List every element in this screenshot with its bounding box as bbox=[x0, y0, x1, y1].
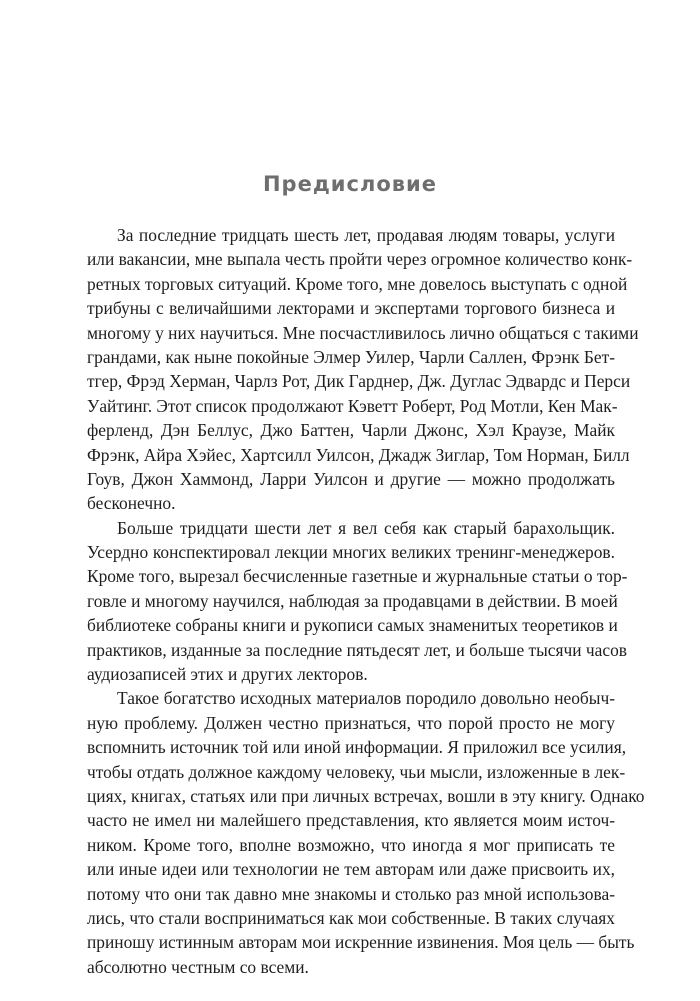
paragraph-3 bbox=[87, 686, 645, 979]
text-line: Кроме того, вырезал бесчисленные газетные и журнальные статьи о тор- bbox=[87, 566, 628, 587]
text-line: или иные идеи или технологии не тем авторам или даже присвоить их, bbox=[87, 859, 615, 880]
text-line: абсолютно честным со всеми. bbox=[87, 956, 309, 977]
text-line: циях, книгах, статьях или при личных встречах, вошли в эту книгу. Однако bbox=[87, 785, 645, 806]
body-text bbox=[87, 223, 645, 979]
text-line: часто не имел ни малейшего представления, кто является моим источ- bbox=[87, 810, 615, 831]
text-line: трибуны с величайшими лекторами и экспертами торгового бизнеса и bbox=[87, 298, 615, 319]
text-line: ником. Кроме того, вполне возможно, что иногда я мог приписать те bbox=[87, 834, 615, 855]
text-line: тгер, Фрэд Херман, Чарлз Рот, Дик Гарднер, Дж. Дуглас Эдвардс и Перси bbox=[87, 371, 631, 392]
text-line: За последние тридцать шесть лет, продавая людям товары, услуги bbox=[117, 225, 615, 245]
text-line: аудиозаписей этих и других лекторов. bbox=[87, 664, 368, 685]
text-line: многому у них научиться. Мне посчастливилось лично общаться с такими bbox=[87, 322, 639, 343]
paragraph-1 bbox=[87, 223, 639, 516]
text-line: чтобы отдать должное каждому человеку, чьи мысли, изложенные в лек- bbox=[87, 761, 626, 782]
text-line: ную проблему. Должен честно признаться, что порой просто не могу bbox=[87, 712, 615, 733]
text-line: библиотеке собраны книги и рукописи самых знаменитых теоретиков и bbox=[87, 615, 618, 636]
text-line: говле и многому научился, наблюдая за продавцами в действии. В моей bbox=[87, 590, 618, 611]
text-line: ретных торговых ситуаций. Кроме того, мне довелось выступать с одной bbox=[87, 273, 628, 294]
text-line: практиков, изданные за последние пятьдесят лет, и больше тысячи часов bbox=[87, 639, 628, 660]
text-line: Больше тридцати шести лет я вел себя как старый барахольщик. bbox=[117, 517, 615, 538]
text-line: Усердно конспектировал лекции многих великих тренинг-менеджеров. bbox=[87, 542, 615, 563]
paragraph-2 bbox=[87, 516, 628, 687]
text-line: потому что они так давно мне знакомы и столько раз мной использова- bbox=[87, 883, 615, 904]
text-line: бесконечно. bbox=[87, 493, 176, 514]
text-line: вспомнить источник той или иной информации. Я приложил все усилия, bbox=[87, 737, 627, 758]
text-line: Уайтинг. Этот список продолжают Кэветт Роберт, Род Мотли, Кен Мак- bbox=[87, 395, 618, 416]
text-line: или вакансии, мне выпала честь пройти через огромное количество конк- bbox=[87, 249, 633, 270]
text-line: лись, что стали восприниматься как мои собственные. В таких случаях bbox=[87, 907, 615, 928]
text-line: Такое богатство исходных материалов породило довольно необыч- bbox=[117, 688, 615, 709]
page-title: Предисловие bbox=[262, 172, 438, 196]
text-line: ферленд, Дэн Беллус, Джо Баттен, Чарли Джонс, Хэл Краузе, Майк bbox=[87, 420, 615, 441]
text-line: грандами, как ныне покойные Элмер Уилер, Чарли Саллен, Фрэнк Бет- bbox=[87, 346, 615, 367]
text-line: Фрэнк, Айра Хэйес, Хартсилл Уилсон, Джадж Зиглар, Том Норман, Билл bbox=[87, 444, 630, 465]
text-line: Гоув, Джон Хаммонд, Ларри Уилсон и другие — можно продолжать bbox=[87, 468, 615, 489]
text-line: приношу истинным авторам мои искренние извинения. Моя цель — быть bbox=[87, 932, 635, 953]
